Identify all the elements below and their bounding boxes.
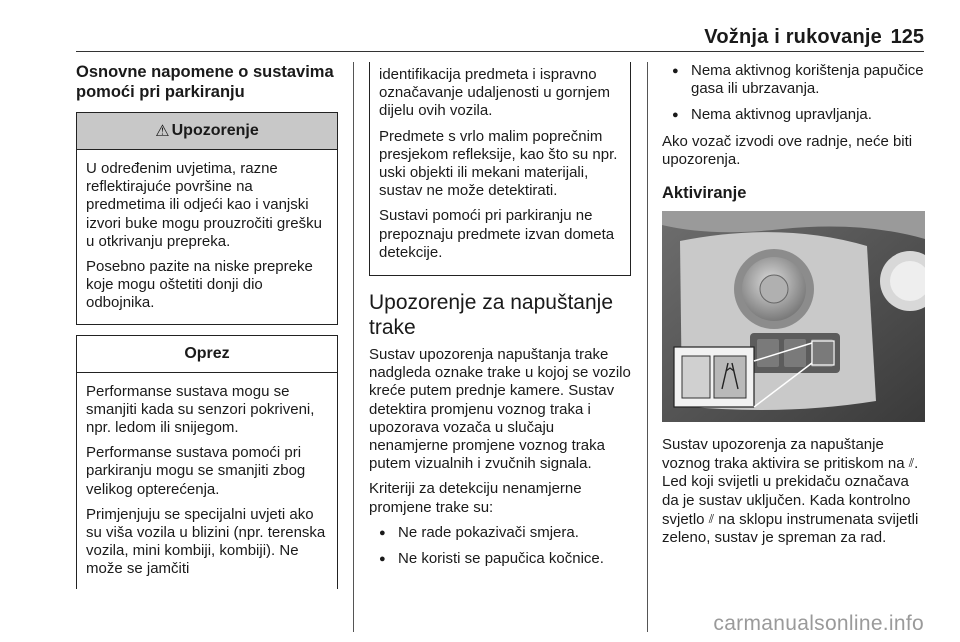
column-2 bbox=[369, 62, 631, 576]
warning-box-title: Upozorenje bbox=[171, 122, 259, 139]
watermark: carmanualsonline.info bbox=[713, 612, 924, 635]
warning-box bbox=[76, 112, 338, 325]
list-item: ● Ne koristi se papučica kočnice. bbox=[369, 550, 631, 568]
warning-paragraph: Posebno pazite na niske prepreke koje mogu oštetiti donji dio odbojnika. bbox=[86, 258, 313, 312]
column-divider-2 bbox=[647, 62, 648, 632]
caution-paragraph: Sustavi pomoći pri parkiranju ne prepoznaju predmete izvan dometa detekcije. bbox=[379, 207, 615, 261]
criteria-list-continued bbox=[662, 62, 924, 125]
criteria-list bbox=[369, 524, 631, 568]
warning-box-header bbox=[77, 113, 337, 150]
caution-paragraph: Performanse sustava pomoći pri parkiranju mogu se smanjiti zbog velikog opterećenja. bbox=[86, 444, 306, 498]
list-item: ● Nema aktivnog upravljanja. bbox=[662, 106, 924, 124]
caution-paragraph: Primjenjuju se specijalni uvjeti ako su viša vozila u blizini (npr. terenska vozila, mini kombiji, kombiji). Ne može se jamčiti bbox=[86, 505, 326, 578]
lane-departure-icon: ⫽ bbox=[908, 456, 915, 471]
caution-box-header bbox=[77, 336, 337, 373]
column-divider-1 bbox=[353, 62, 354, 632]
dashboard-switch-illustration bbox=[662, 211, 925, 422]
dashboard-switch-photo bbox=[662, 211, 925, 422]
column-1 bbox=[76, 62, 338, 589]
activation-text-3: na sklopu instrumenata svijetli zeleno, sustav je spreman za rad. bbox=[662, 510, 919, 547]
body-paragraph: Sustav upozorenja napuštanja trake nadgleda oznake trake u kojoj se vozilo kreće putem prednje kamere. Sustav detektira promjenu voznog traka i upozorava vozača u slučaju nenamjerne promjene voznog traka putem vizualnih i zvučnih signala. bbox=[369, 346, 631, 473]
chapter-title: Vožnja i rukovanje bbox=[704, 26, 882, 48]
column-3 bbox=[662, 62, 924, 554]
body-paragraph: Kriteriji za detekciju nenamjerne promjene trake su: bbox=[369, 480, 582, 516]
activation-text-1: Sustav upozorenja za napuštanje voznog traka aktivira se pritiskom na bbox=[662, 436, 905, 473]
body-paragraph: Ako vozač izvodi ove radnje, neće biti upozorenja. bbox=[662, 132, 913, 168]
lane-departure-icon: ⫽ bbox=[708, 511, 715, 526]
caution-box-body bbox=[77, 373, 337, 589]
caution-box-continued-body bbox=[370, 62, 630, 275]
warning-box-body bbox=[77, 150, 337, 324]
section-heading-parking: Osnovne napomene o sustavima pomoći pri parkiranju bbox=[76, 63, 334, 101]
list-item: ● Nema aktivnog korištenja papučice gasa ili ubrzavanja. bbox=[662, 62, 924, 98]
caution-box-title: Oprez bbox=[184, 344, 230, 362]
warning-paragraph: U određenim uvjetima, razne reflektirajuće površine na predmetima ili odjeći kao i vanjski izvori buke mogu prouzročiti grešku u otkrivanju prepreka. bbox=[86, 160, 322, 250]
subheading-activation: Aktiviranje bbox=[662, 184, 747, 203]
list-item: ● Ne rade pokazivači smjera. bbox=[369, 524, 631, 542]
lane-departure-section bbox=[369, 290, 631, 568]
caution-paragraph: identifikacija predmeta i ispravno označavanje udaljenosti u gornjem dijelu ovih vozila. bbox=[379, 66, 610, 120]
activation-text-2: . Led koji svijetli u prekidaču označava da je sustav uključen. Kada kontrolno svjetlo bbox=[662, 455, 919, 528]
page-number: 125 bbox=[890, 26, 924, 48]
warning-triangle-icon: ⚠ bbox=[155, 123, 170, 140]
caution-box-continued bbox=[369, 62, 631, 276]
caution-box bbox=[76, 335, 338, 589]
caution-paragraph: Predmete s vrlo malim poprečnim presjekom refleksije, kao što su npr. uski objekti ili mekani materijali, sustav ne može detektirati. bbox=[379, 127, 618, 200]
section-heading-lane-departure: Upozorenje za napuštanje trake bbox=[369, 291, 614, 340]
header-rule bbox=[76, 51, 924, 52]
caution-paragraph: Performanse sustava mogu se smanjiti kada su senzori pokriveni, npr. ledom ili snijegom. bbox=[86, 382, 315, 437]
activation-paragraph bbox=[662, 436, 924, 547]
